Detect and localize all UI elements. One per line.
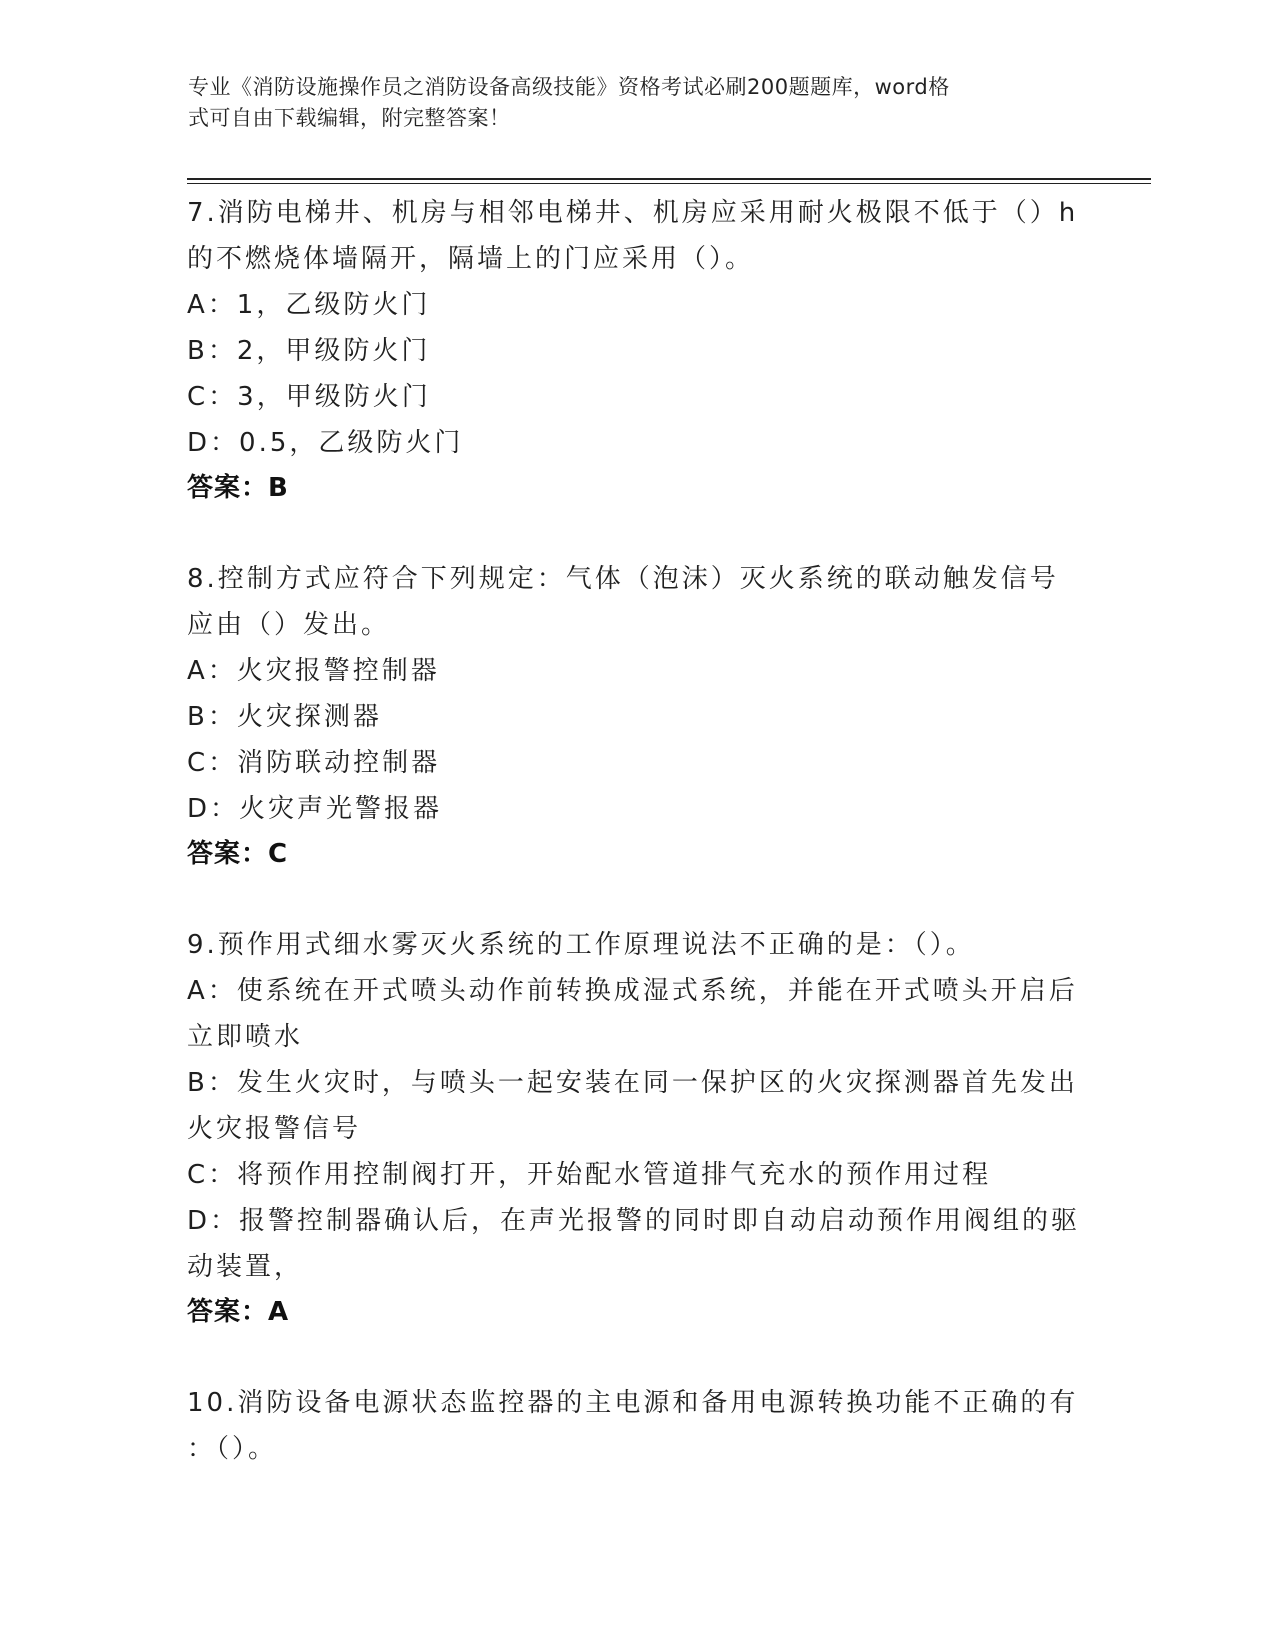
question-spacer (187, 1334, 1087, 1380)
option-d: D：报警控制器确认后，在声光报警的同时即自动启动预作用阀组的驱 (187, 1206, 1081, 1236)
question-9 (187, 922, 1087, 1334)
option-a: A：1，乙级防火门 (187, 290, 431, 320)
option-c: C：将预作用控制阀打开，开始配水管道排气充水的预作用过程 (187, 1160, 992, 1190)
header-divider-thin (187, 183, 1151, 184)
option-b: B：2，甲级防火门 (187, 336, 431, 366)
question-spacer (187, 876, 1087, 922)
option-d-continued: 动装置， (187, 1252, 304, 1282)
option-a-continued: 立即喷水 (187, 1022, 304, 1052)
header-line-2: 式可自由下载编辑，附完整答案！ (188, 106, 511, 130)
question-10 (187, 1380, 1087, 1472)
answer: 答案：A (187, 1297, 290, 1327)
question-stem-line: 10.消防设备电源状态监控器的主电源和备用电源转换功能不正确的有 (187, 1388, 1079, 1418)
question-8 (187, 556, 1087, 876)
question-stem-line: 7.消防电梯井、机房与相邻电梯井、机房应采用耐火极限不低于（）h (187, 198, 1079, 228)
option-a: A：使系统在开式喷头动作前转换成湿式系统，并能在开式喷头开启后 (187, 976, 1078, 1006)
question-7 (187, 190, 1087, 510)
document-header (188, 72, 1068, 134)
question-stem-line: 9.预作用式细水雾灭火系统的工作原理说法不正确的是：（）。 (187, 930, 975, 960)
question-stem-line: 的不燃烧体墙隔开，隔墙上的门应采用（）。 (187, 244, 755, 274)
question-spacer (187, 510, 1087, 556)
question-stem-line: 8.控制方式应符合下列规定：气体（泡沫）灭火系统的联动触发信号 (187, 564, 1059, 594)
option-c: C：消防联动控制器 (187, 748, 441, 778)
header-line-1: 专业《消防设施操作员之消防设备高级技能》资格考试必刷200题题库，word格 (188, 75, 950, 99)
question-list (187, 190, 1087, 1472)
option-d: D：火灾声光警报器 (187, 794, 443, 824)
answer: 答案：C (187, 839, 289, 869)
question-stem-line: ：（）。 (187, 1434, 278, 1464)
option-a: A：火灾报警控制器 (187, 656, 440, 686)
answer: 答案：B (187, 473, 289, 503)
option-d: D：0.5，乙级防火门 (187, 428, 464, 458)
option-b: B：发生火灾时，与喷头一起安装在同一保护区的火灾探测器首先发出 (187, 1068, 1078, 1098)
header-divider-thick (187, 178, 1151, 180)
option-c: C：3，甲级防火门 (187, 382, 431, 412)
option-b-continued: 火灾报警信号 (187, 1114, 362, 1144)
option-b: B：火灾探测器 (187, 702, 382, 732)
question-stem-line: 应由（）发出。 (187, 610, 391, 640)
